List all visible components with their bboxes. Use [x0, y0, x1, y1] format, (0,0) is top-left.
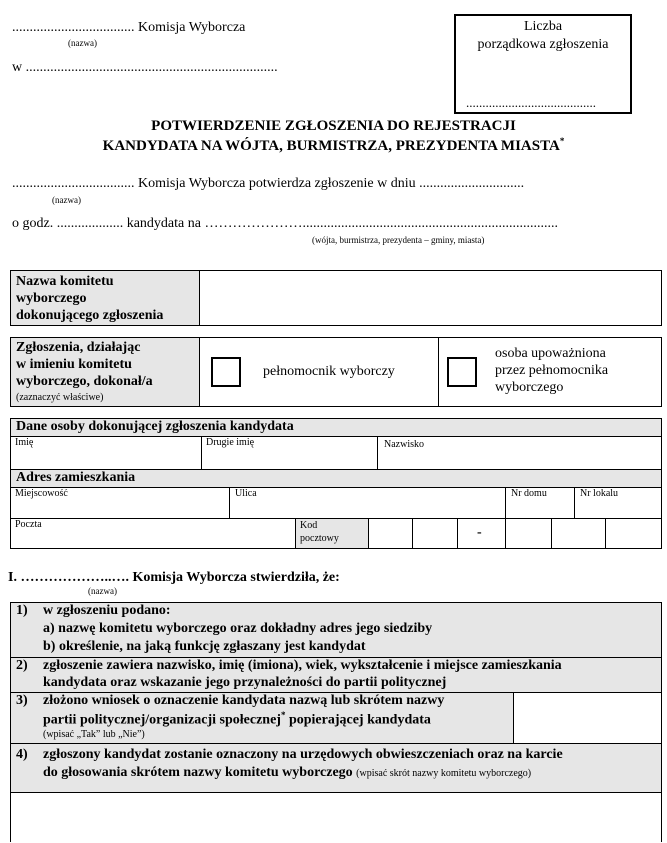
street-field[interactable]: Ulica — [235, 488, 257, 499]
finding-1-row — [11, 603, 661, 658]
sequence-number-box[interactable] — [454, 14, 632, 114]
finding-3-answer-field[interactable] — [514, 693, 661, 744]
finding-3-number: 3) — [16, 693, 28, 708]
finding-2-line-2: kandydata oraz wskazanie jego przynależności do partii politycznej — [43, 675, 447, 690]
location-line[interactable]: w ........................................................................ — [12, 60, 278, 75]
sequence-number-label-2: porządkowa zgłoszenia — [477, 37, 609, 52]
finding-4-answer-field[interactable] — [11, 793, 661, 843]
finding-2-line-1: zgłoszenie zawiera nazwisko, imię (imiona), wiek, wykształcenie i miejsce zamieszkania — [43, 658, 562, 673]
address-heading-row — [11, 469, 661, 488]
finding-4-line-2 — [43, 765, 531, 781]
authorized-label-line-3: wyborczego — [495, 380, 564, 395]
flat-number-field[interactable]: Nr lokalu — [580, 488, 619, 499]
address-divider-3 — [574, 488, 575, 518]
section-1-heading: I. ………………..…. Komisja Wyborcza stwierdziła, że: — [8, 570, 340, 585]
sequence-number-dots[interactable]: ........................................ — [466, 95, 596, 110]
finding-1-number: 1) — [16, 603, 28, 618]
submitter-divider — [438, 338, 439, 406]
committee-name-field[interactable] — [200, 271, 661, 325]
postal-code-field[interactable] — [368, 519, 661, 548]
finding-3-footnote-mark: * — [280, 710, 286, 720]
finding-2-row — [11, 658, 661, 693]
confirmation-hint-2: (wójta, burmistrza, prezydenta – gminy, miasta) — [312, 235, 485, 245]
finding-1-sub-a: a) nazwę komitetu wyborczego oraz dokładny adres jego siedziby — [43, 621, 433, 636]
committee-label-line-1: Nazwa komitetu — [16, 274, 114, 289]
finding-4-row — [11, 744, 661, 793]
surname-field[interactable]: Nazwisko — [384, 439, 424, 450]
sequence-number-label-1: Liczba — [523, 19, 563, 34]
finding-3-hint: (wpisać „Tak” lub „Nie”) — [43, 729, 145, 740]
submitter-hint: (zaznaczyć właściwe) — [16, 392, 104, 403]
postal-code-dash: - — [477, 525, 482, 540]
authorized-label-line-1: osoba upoważniona — [495, 346, 606, 361]
name-divider-2 — [377, 437, 378, 469]
postal-code-label-cell — [295, 519, 369, 548]
proxy-checkbox[interactable] — [211, 357, 241, 387]
city-field[interactable]: Miejscowość — [15, 488, 68, 499]
submitter-row — [10, 337, 662, 407]
submitter-label — [16, 339, 153, 390]
authorized-person-checkbox[interactable] — [447, 357, 477, 387]
committee-label-line-2: wyborczego — [16, 291, 87, 306]
post-office-field[interactable]: Poczta — [15, 519, 42, 530]
form-title-line-1: POTWIERDZENIE ZGŁOSZENIA DO REJESTRACJI — [151, 118, 516, 134]
commission-name-line[interactable]: ................................... Komisja Wyborcza — [12, 20, 246, 35]
postal-code-label-line-2: pocztowy — [300, 533, 339, 544]
finding-1-sub-b: b) określenie, na jaką funkcję zgłaszany jest kandydat — [43, 639, 366, 654]
form-title-text: KANDYDATA NA WÓJTA, BURMISTRZA, PREZYDENTA MIASTA — [102, 138, 560, 154]
finding-4-number: 4) — [16, 747, 28, 762]
finding-3-line-2-text: partii politycznej/organizacji społecznej — [43, 712, 281, 728]
finding-4-hint: (wpisać skrót nazwy komitetu wyborczego) — [356, 768, 532, 779]
confirmation-line-1[interactable]: ................................... Komisja Wyborcza potwierdza zgłoszenie w dniu .............................. — [12, 176, 525, 191]
finding-3-row — [11, 693, 514, 744]
submitter-data-heading-row — [11, 419, 661, 437]
finding-1-text: w zgłoszeniu podano: — [43, 603, 171, 618]
finding-3-line-1: złożono wniosek o oznaczenie kandydata nazwą lub skrótem nazwy — [43, 693, 445, 708]
first-name-field[interactable]: Imię — [15, 437, 34, 448]
findings-table — [10, 602, 662, 842]
address-heading: Adres zamieszkania — [16, 470, 136, 485]
confirmation-hint-1: (nazwa) — [52, 195, 81, 205]
finding-4-line-1: zgłoszony kandydat zostanie oznaczony na urzędowych obwieszczeniach oraz na karcie — [43, 747, 563, 762]
form-title-line-2 — [0, 136, 667, 155]
finding-3-line-2 — [43, 710, 431, 729]
postal-code-label-line-1: Kod — [300, 520, 318, 531]
committee-name-row — [10, 270, 662, 326]
finding-2-number: 2) — [16, 658, 28, 673]
committee-name-label-cell — [11, 271, 200, 325]
committee-name-label — [16, 273, 163, 324]
commission-name-hint: (nazwa) — [68, 38, 97, 48]
house-number-field[interactable]: Nr domu — [511, 488, 547, 499]
address-divider-2 — [505, 488, 506, 518]
submitter-data-table — [10, 418, 662, 549]
committee-label-line-3: dokonującego zgłoszenia — [16, 308, 164, 323]
confirmation-line-2[interactable]: o godz. ................... kandydata na …………………......................................................................... — [12, 216, 558, 231]
authorized-label-line-2: przez pełnomocnika — [495, 363, 609, 378]
postal-code-label — [300, 519, 339, 545]
submitter-label-line-1: Zgłoszenia, działając — [16, 340, 141, 355]
authorized-person-label — [495, 345, 608, 396]
submitter-label-line-2: w imieniu komitetu — [16, 357, 132, 372]
finding-3-line-2-end: popierającej kandydata — [285, 712, 431, 728]
name-divider-1 — [201, 437, 202, 469]
proxy-option-label: pełnomocnik wyborczy — [263, 364, 395, 379]
submitter-data-heading: Dane osoby dokonującej zgłoszenia kandydata — [16, 419, 294, 434]
second-name-field[interactable]: Drugie imię — [206, 437, 255, 448]
submitter-label-cell — [11, 338, 200, 406]
footnote-mark: * — [559, 136, 565, 146]
section-1-hint: (nazwa) — [88, 586, 117, 596]
address-divider-1 — [229, 488, 230, 518]
finding-4-line-2-text: do głosowania skrótem nazwy komitetu wyborczego — [43, 765, 353, 780]
submitter-label-line-3: wyborczego, dokonał/a — [16, 374, 153, 389]
